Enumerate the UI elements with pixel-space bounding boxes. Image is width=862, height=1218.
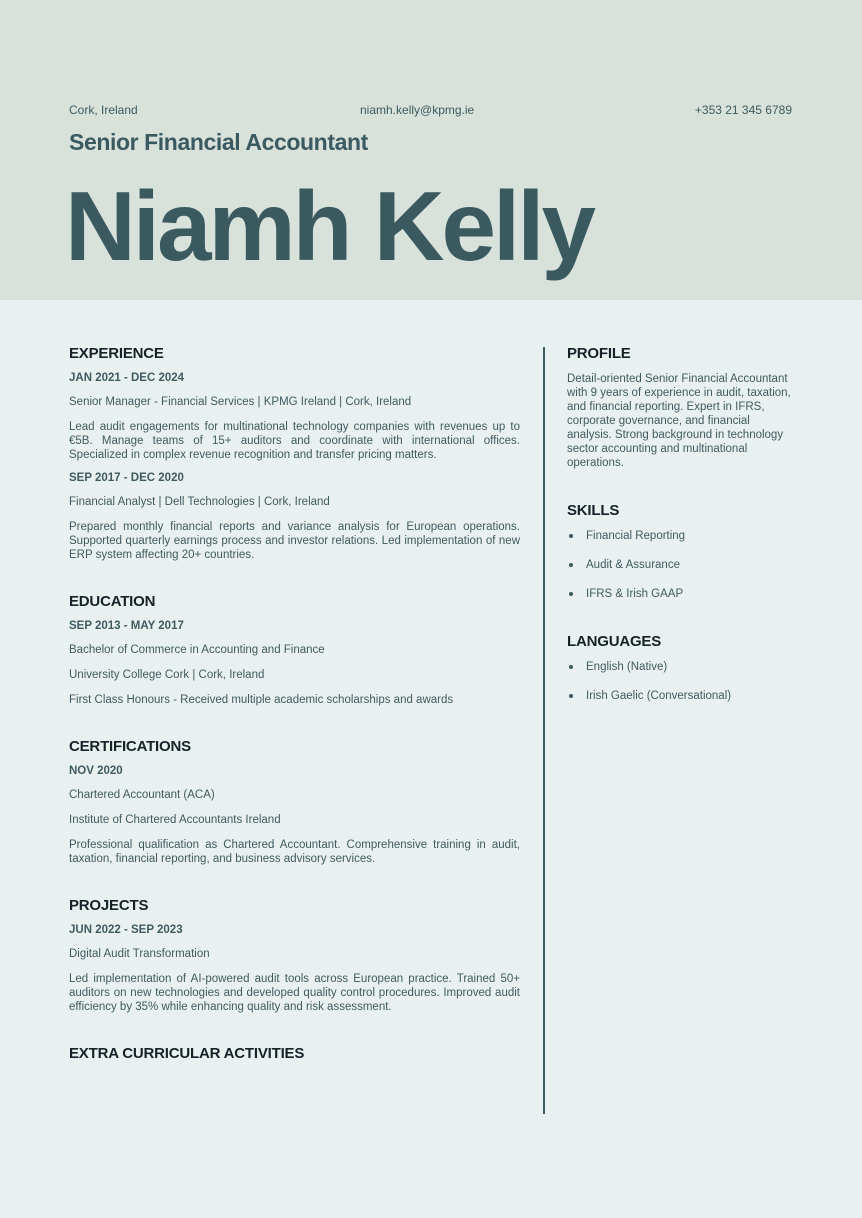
skill-label: Audit & Assurance	[586, 559, 680, 571]
skill-label: IFRS & Irish GAAP	[586, 588, 684, 600]
side-column	[567, 345, 797, 735]
bullet-icon	[569, 592, 573, 596]
education-degree: Bachelor of Commerce in Accounting and Finance	[69, 644, 325, 656]
education-section	[69, 593, 520, 707]
section-title: LANGUAGES	[567, 633, 662, 650]
section-title: SKILLS	[567, 502, 620, 519]
certifications-section	[69, 738, 520, 866]
education-school: University College Cork | Cork, Ireland	[69, 669, 265, 681]
certification-name: Chartered Accountant (ACA)	[69, 789, 215, 801]
education-note: First Class Honours - Received multiple academic scholarships and awards	[69, 694, 454, 706]
experience-entry	[69, 372, 520, 462]
profile-section	[567, 345, 797, 470]
entry-date: NOV 2020	[69, 765, 123, 777]
experience-section	[69, 345, 520, 562]
column-divider	[543, 347, 545, 1114]
experience-entry	[69, 472, 520, 562]
section-title: PROJECTS	[69, 897, 149, 914]
section-title: EXTRA CURRICULAR ACTIVITIES	[69, 1045, 305, 1062]
certification-description: Professional qualification as Chartered Accountant. Comprehensive training in audit, taxation, financial reporting, and business advisory services.	[69, 839, 520, 865]
projects-section	[69, 897, 520, 1014]
language-item	[567, 689, 797, 703]
project-description: Led implementation of AI-powered audit tools across European practice. Trained 50+ auditors on new technologies and developed quality control procedures. Improved audit efficiency by 35% while enhancing quality and risk assessment.	[69, 973, 520, 1013]
language-label: English (Native)	[586, 661, 668, 673]
section-title: CERTIFICATIONS	[69, 738, 191, 755]
skills-section	[567, 502, 797, 601]
contact-location: Cork, Ireland	[69, 103, 138, 117]
entry-description: Lead audit engagements for multinational technology companies with revenues up to €5B. Manage teams of 15+ auditors and coordinate with international offices. Specialized in complex revenue recognition and transfer pricing matters.	[69, 421, 520, 461]
extracurricular-section	[69, 1045, 520, 1062]
entry-date: JUN 2022 - SEP 2023	[69, 924, 183, 936]
language-label: Irish Gaelic (Conversational)	[586, 690, 732, 702]
entry-date: SEP 2013 - MAY 2017	[69, 620, 184, 632]
main-column	[69, 345, 520, 1093]
skill-item	[567, 529, 797, 543]
languages-list	[567, 660, 797, 703]
candidate-name: Niamh Kelly	[65, 171, 593, 281]
section-title: PROFILE	[567, 345, 631, 362]
bullet-icon	[569, 665, 573, 669]
bullet-icon	[569, 694, 573, 698]
skill-label: Financial Reporting	[586, 530, 686, 542]
language-item	[567, 660, 797, 674]
skill-item	[567, 587, 797, 601]
entry-role: Financial Analyst | Dell Technologies | Cork, Ireland	[69, 496, 330, 508]
job-title: Senior Financial Accountant	[69, 129, 368, 155]
header-band	[0, 0, 862, 300]
entry-description: Prepared monthly financial reports and variance analysis for European operations. Supported quarterly earnings process and investor relations. Led implementation of new ERP system affecting 20+ countries.	[69, 521, 520, 561]
section-title: EXPERIENCE	[69, 345, 164, 362]
profile-text: Detail-oriented Senior Financial Accountant with 9 years of experience in audit, taxation, and financial reporting. Expert in IFRS, corporate governance, and financial analysis. Strong background in technology sector accounting and multinational operations.	[567, 373, 791, 469]
project-name: Digital Audit Transformation	[69, 948, 210, 960]
entry-date: SEP 2017 - DEC 2020	[69, 472, 184, 484]
entry-date: JAN 2021 - DEC 2024	[69, 372, 185, 384]
section-title: EDUCATION	[69, 593, 156, 610]
languages-section	[567, 633, 797, 703]
contact-email[interactable]: niamh.kelly@kpmg.ie	[360, 103, 475, 117]
skill-item	[567, 558, 797, 572]
bullet-icon	[569, 534, 573, 538]
bullet-icon	[569, 563, 573, 567]
certification-issuer: Institute of Chartered Accountants Ireland	[69, 814, 281, 826]
entry-role: Senior Manager - Financial Services | KPMG Ireland | Cork, Ireland	[69, 396, 412, 408]
contact-phone[interactable]: +353 21 345 6789	[694, 103, 792, 117]
skills-list	[567, 529, 797, 601]
